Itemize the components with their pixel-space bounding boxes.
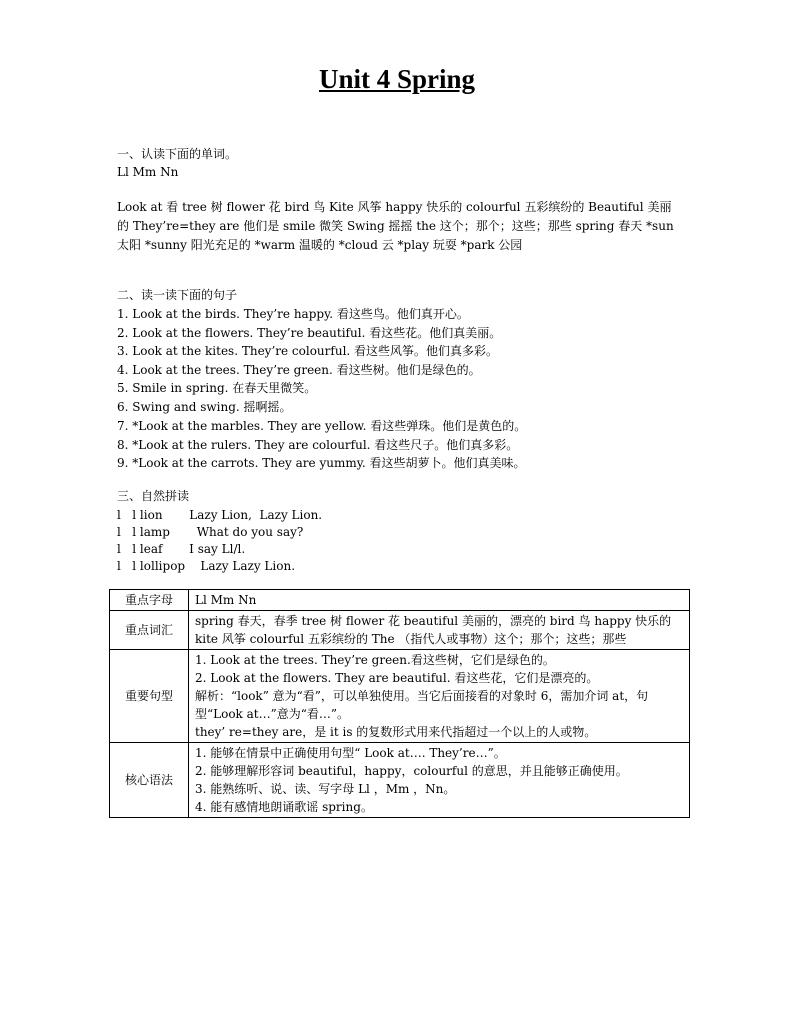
phonics-line-3: l l leaf I say Ll/l.	[117, 542, 246, 556]
phonics-line-4: l l lollipop Lazy Lazy Lion.	[117, 559, 296, 573]
sentence-6: 6. Swing and swing. 摇啊摇。	[117, 400, 292, 414]
row-line: 2. Look at the flowers. They are beautiful. 看这些花，它们是漂亮的。	[195, 671, 599, 685]
section3-heading: 三、自然拼读	[117, 489, 190, 503]
row-content	[189, 650, 690, 743]
section1-letters: Ll Mm Nn	[117, 165, 179, 179]
row-line: spring 春天，春季 tree 树 flower 花 beautiful 美丽的，漂亮的 bird 鸟 happy 快乐的 kite 风筝 colourful 五彩缤纷的 The （指代人或事物）这个；那个；这些；那些	[195, 614, 672, 646]
table-row	[110, 590, 690, 611]
sentence-9: 9. *Look at the carrots. They are yummy. 看这些胡萝卜。他们真美味。	[117, 456, 526, 470]
row-line: Ll Mm Nn	[195, 593, 257, 607]
row-line: 4. 能有感情地朗诵歌谣 spring。	[195, 800, 373, 814]
section2-heading: 二、读一读下面的句子	[117, 288, 238, 302]
sentence-5: 5. Smile in spring. 在春天里微笑。	[117, 381, 317, 395]
row-label: 重要句型	[110, 650, 189, 743]
row-label: 核心语法	[110, 743, 189, 818]
row-line: 解析：“look” 意为“看”，可以单独使用。当它后面接看的对象时 6，需加介词 at，句型“Look at…”意为“看…”。	[195, 689, 649, 721]
row-line: 3. 能熟练听、说、读、写字母 Ll ，Mm ，Nn。	[195, 782, 456, 796]
sentence-7: 7. *Look at the marbles. They are yellow. 看这些弹珠。他们是黄色的。	[117, 419, 527, 433]
sentence-2: 2. Look at the flowers. They’re beautiful. 看这些花。他们真美丽。	[117, 326, 502, 340]
row-label: 重点字母	[110, 590, 189, 611]
sentence-3: 3. Look at the kites. They’re colourful. 看这些风筝。他们真多彩。	[117, 344, 499, 358]
row-content	[189, 590, 690, 611]
table-row	[110, 743, 690, 818]
section1-words: Look at 看 tree 树 flower 花 bird 鸟 Kite 风筝 happy 快乐的 colourful 五彩缤纷的 Beautiful 美丽的 They’re=they are 他们是 smile 微笑 Swing 摇摇 the 这个；那个；这些；那些 spring 春天 *sun 太阳 *sunny 阳光充足的 *warm 温暖的 *cloud 云 *play 玩耍 *park 公园	[117, 200, 674, 252]
row-label: 重点词汇	[110, 611, 189, 650]
table-row	[110, 650, 690, 743]
phonics-line-2: l l lamp What do you say?	[117, 525, 304, 539]
section1-heading: 一、认读下面的单词。	[117, 147, 238, 161]
phonics-line-1: l l lion Lazy Lion, Lazy Lion.	[117, 508, 323, 522]
sentence-8: 8. *Look at the rulers. They are colourful. 看这些尺子。他们真多彩。	[117, 438, 519, 452]
summary-table	[109, 589, 690, 818]
sentence-4: 4. Look at the trees. They’re green. 看这些树。他们是绿色的。	[117, 363, 481, 377]
table-row	[110, 611, 690, 650]
row-line: 2. 能够理解形容词 beautiful，happy，colourful 的意思，并且能够正确使用。	[195, 764, 628, 778]
page-title: Unit 4 Spring	[318, 64, 476, 94]
row-line: 1. 能够在情景中正确使用句型“ Look at…. They’re…”。	[195, 746, 506, 760]
row-content	[189, 743, 690, 818]
row-content	[189, 611, 690, 650]
row-line: 1. Look at the trees. They’re green.看这些树，它们是绿色的。	[195, 653, 555, 667]
row-line: they’ re=they are，是 it is 的复数形式用来代指超过一个以上的人或物。	[195, 725, 597, 739]
sentence-1: 1. Look at the birds. They’re happy. 看这些鸟。他们真开心。	[117, 307, 469, 321]
